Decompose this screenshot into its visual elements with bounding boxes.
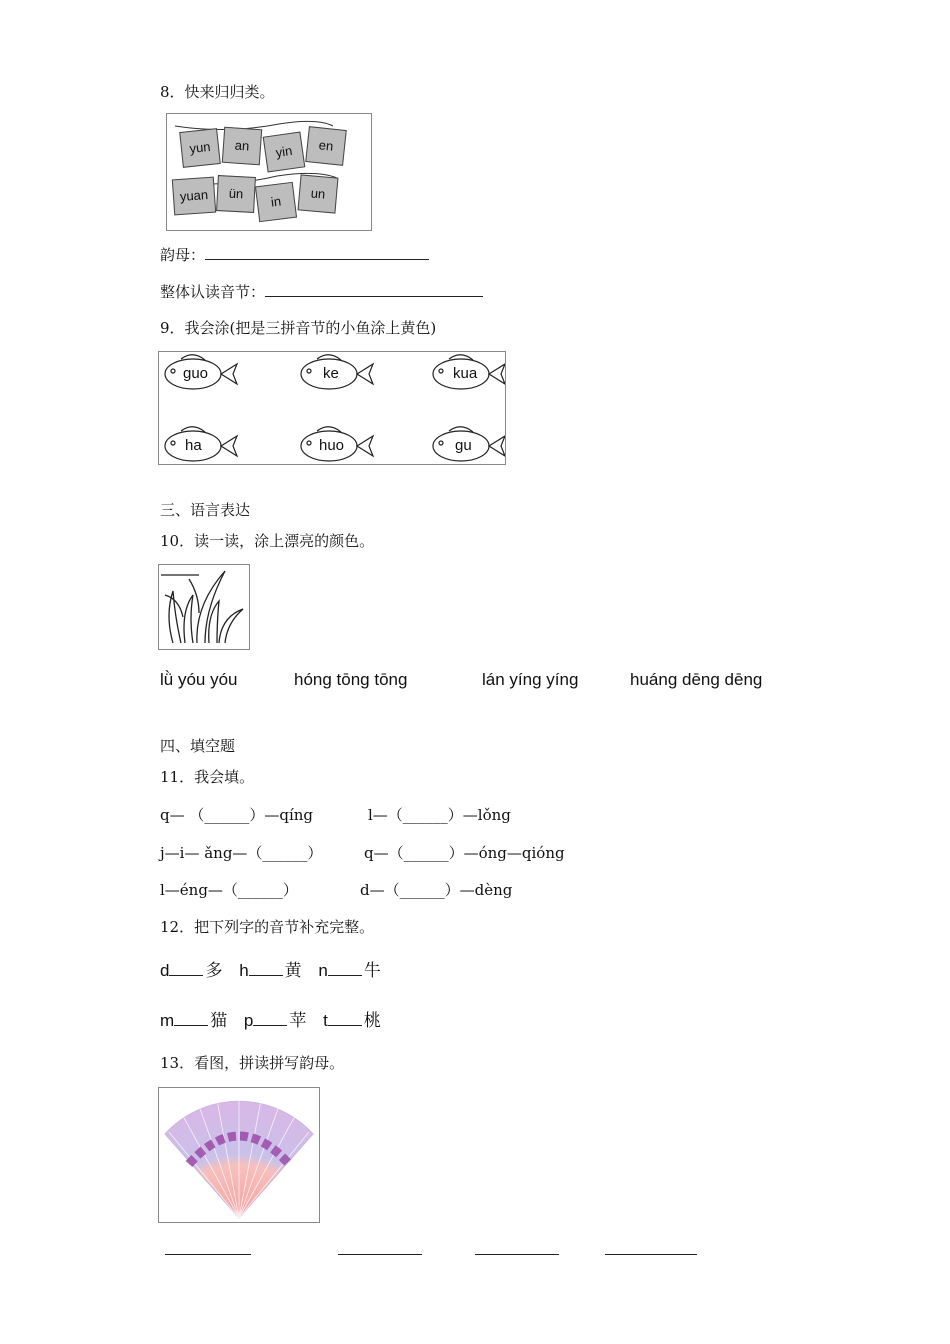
- q8-answer-line-whole-syllables: [160, 281, 483, 302]
- fill-item[interactable]: l—（______）—lǒng: [368, 806, 511, 824]
- q13-answer-blanks: [165, 1240, 697, 1259]
- card-en: en: [305, 126, 347, 166]
- card-yin: yin: [263, 132, 306, 173]
- syllable-letter: d: [160, 961, 170, 980]
- q8-title: 8．快来归归类。: [160, 83, 275, 101]
- card-un: un: [298, 174, 339, 213]
- syllable-letter: n: [318, 961, 328, 980]
- q9-fish-image: [158, 351, 506, 465]
- fan-icon: [159, 1088, 319, 1222]
- color-word: lán yínɡ yínɡ: [482, 670, 579, 689]
- section-title: 四、填空题: [160, 737, 236, 755]
- syllable-row: [160, 956, 381, 981]
- q8-answer-line-finals: [160, 244, 429, 265]
- syllable-char: 桃: [363, 1011, 381, 1030]
- fill-item[interactable]: l—éng—（______）: [160, 881, 298, 899]
- answer-blank[interactable]: [265, 282, 483, 297]
- syllable-blank[interactable]: [328, 961, 362, 976]
- answer-blank[interactable]: [165, 1240, 251, 1255]
- card-an: an: [222, 127, 262, 166]
- syllable-blank[interactable]: [253, 1011, 287, 1026]
- label-whole-syllables: 整体认读音节：: [160, 283, 266, 301]
- q10-title: 10．读一读，涂上漂亮的颜色。: [160, 532, 375, 550]
- syllable-char: 黄: [284, 961, 302, 980]
- syllable-letter: t: [323, 1011, 328, 1030]
- q13-title: 13．看图，拼读拼写韵母。: [160, 1054, 345, 1072]
- fish-label[interactable]: ha: [185, 437, 202, 454]
- q10-grass-image: [158, 564, 250, 650]
- syllable-letter: p: [243, 1011, 254, 1030]
- answer-blank[interactable]: [475, 1240, 559, 1255]
- fill-item[interactable]: q—（______）—óng—qióng: [364, 844, 565, 862]
- fill-item[interactable]: d—（______）—dèng: [360, 881, 513, 899]
- fish-label[interactable]: ke: [323, 365, 339, 382]
- q11-title: 11．我会填。: [160, 768, 255, 786]
- syllable-blank[interactable]: [169, 961, 203, 976]
- syllable-blank[interactable]: [328, 1011, 362, 1026]
- q13-fan-image: [158, 1087, 320, 1223]
- card-un-umlaut: ün: [216, 175, 256, 213]
- color-word: lǜ yóu yóu: [160, 670, 238, 689]
- syllable-char: 猫: [210, 1011, 228, 1030]
- syllable-blank[interactable]: [249, 961, 283, 976]
- syllable-row: [160, 1006, 381, 1031]
- fill-item[interactable]: q— （______）—qíng: [160, 806, 314, 824]
- answer-blank[interactable]: [605, 1240, 697, 1255]
- card-in: in: [255, 182, 297, 222]
- syllable-blank[interactable]: [174, 1011, 208, 1026]
- syllable-letter: m: [160, 1011, 175, 1030]
- q12-title: 12．把下列字的音节补充完整。: [160, 918, 375, 936]
- grass-icon: [159, 565, 249, 649]
- card-yun: yun: [179, 128, 221, 168]
- q9-title: 9．我会涂(把是三拼音节的小鱼涂上黄色): [160, 319, 437, 337]
- color-word: huánɡ dēnɡ dēnɡ: [630, 670, 763, 689]
- syllable-letter: h: [239, 961, 249, 980]
- label-finals: 韵母：: [160, 246, 206, 264]
- fill-item[interactable]: j—i— ǎng—（______）: [160, 844, 323, 862]
- fish-label[interactable]: guo: [183, 365, 209, 382]
- color-word: hónɡ tōnɡ tōnɡ: [294, 670, 408, 689]
- syllable-char: 苹: [289, 1011, 307, 1030]
- fish-label[interactable]: huo: [319, 437, 345, 454]
- section-title: 三、语言表达: [160, 501, 251, 519]
- answer-blank[interactable]: [338, 1240, 422, 1255]
- fish-label[interactable]: kua: [453, 365, 478, 382]
- fish-label[interactable]: gu: [455, 437, 472, 454]
- answer-blank[interactable]: [205, 245, 429, 260]
- syllable-char: 牛: [363, 961, 381, 980]
- syllable-char: 多: [205, 961, 223, 980]
- q8-pinyin-cards-image: [166, 113, 372, 231]
- card-yuan: yuan: [172, 177, 216, 216]
